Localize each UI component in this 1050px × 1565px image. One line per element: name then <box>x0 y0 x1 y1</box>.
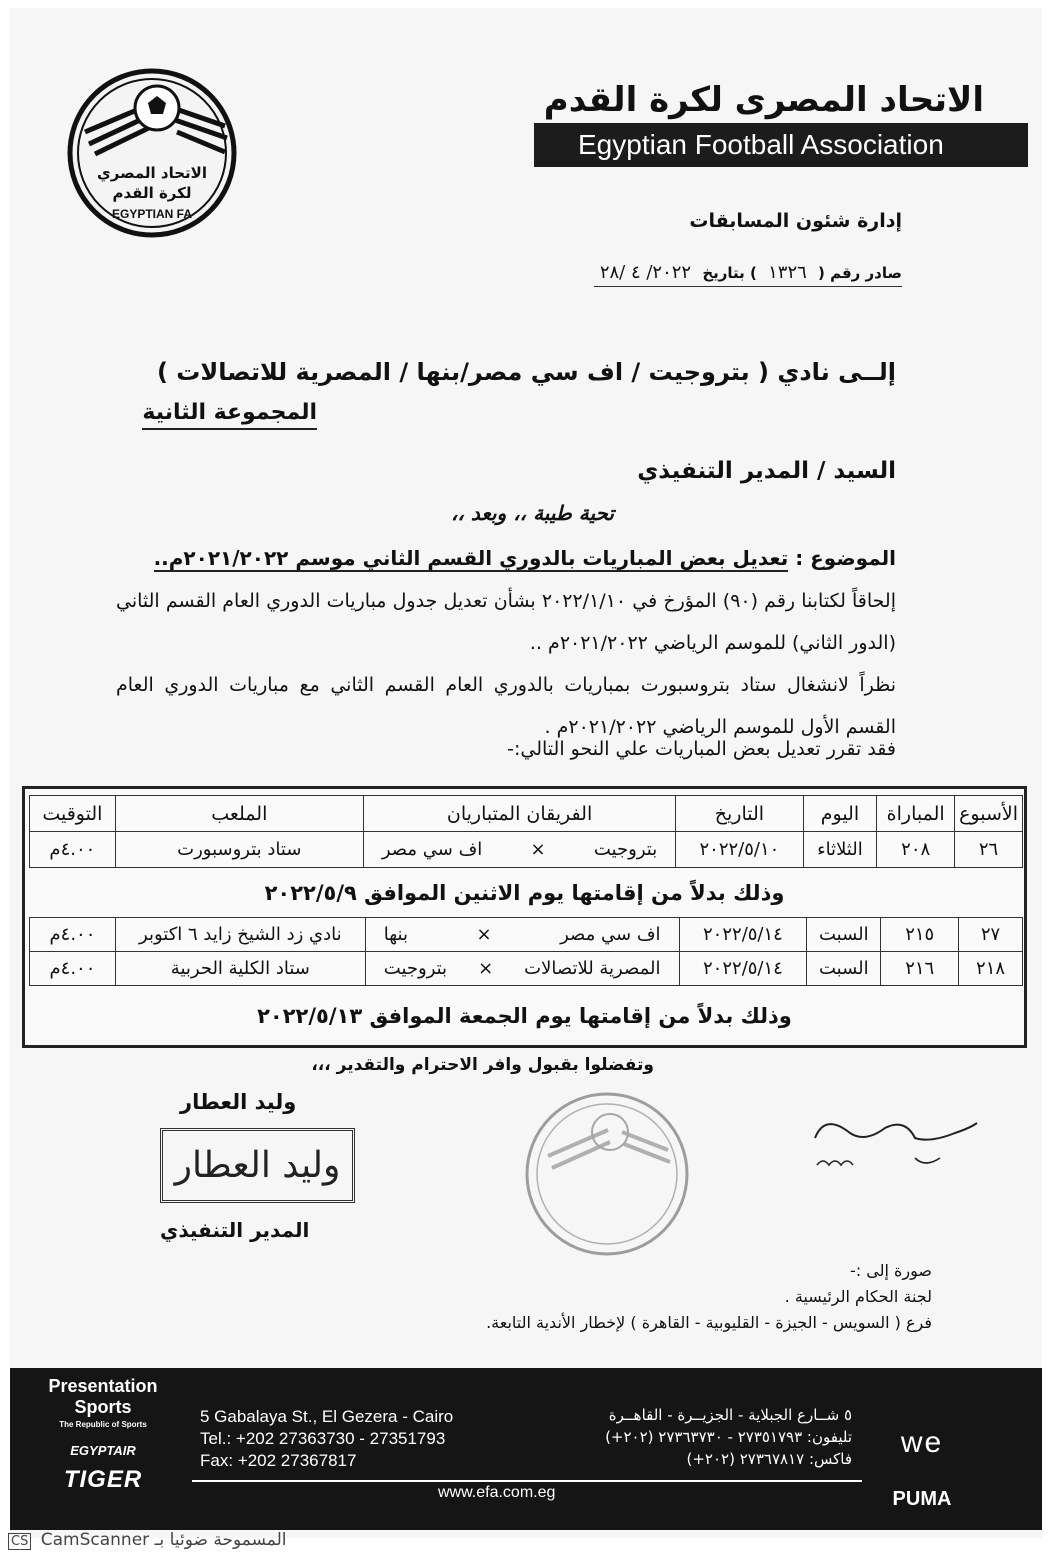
fax-en: Fax: +202 27367817 <box>200 1451 357 1470</box>
website-link[interactable]: www.efa.com.eg <box>438 1484 556 1501</box>
cc-line-2: فرع ( السويس - الجيزة - القليوبية - القاهرة ) لإخطار الأندية التابعة. <box>486 1313 932 1332</box>
vs-mark: × <box>478 958 494 979</box>
paragraph-3: فقد تقرر تعديل بعض المباريات علي النحو التالي:- <box>507 738 896 760</box>
header-match: المباراة <box>877 796 955 832</box>
table-header-row <box>30 796 1023 832</box>
vs-mark: × <box>476 924 492 945</box>
cell-week: ٢١٨ <box>959 952 1023 986</box>
cell-week: ٢٧ <box>959 918 1023 952</box>
matches-table <box>22 786 1027 1048</box>
letterhead-footer <box>10 1368 1042 1530</box>
sponsor-presentation-tag: The Republic of Sports <box>59 1420 147 1429</box>
cell-day: الثلاثاء <box>803 832 877 868</box>
cell-date: ٢٠٢٢/٥/١٠ <box>676 832 803 868</box>
cell-match: ٢١٦ <box>881 952 959 986</box>
camscanner-icon: CS <box>8 1533 31 1550</box>
tel-en: Tel.: +202 27363730 - 27351793 <box>200 1429 446 1448</box>
address-ar <box>605 1404 852 1470</box>
cell-match: ٢٠٨ <box>877 832 955 868</box>
subject-line <box>154 546 896 570</box>
letter-page <box>10 8 1042 1538</box>
header-stadium: الملعب <box>115 796 363 832</box>
recipients: إلــى نادي ( بتروجيت / اف سي مصر/بنها / المصرية للاتصالات ) <box>156 358 896 386</box>
paragraph-2: نظراً لانشغال ستاد بتروسبورت بمباريات بالدوري العام القسم الثاني مع مباريات الدوري العام القسم الأول للموسم الرياضي ٢٠٢١/٢٠٢٢م . <box>116 674 896 738</box>
header-date: التاريخ <box>676 796 803 832</box>
table-row <box>30 952 1023 986</box>
cell-date: ٢٠٢٢/٥/١٤ <box>679 952 807 986</box>
signer-name: وليد العطار <box>180 1090 297 1114</box>
team-away: اف سي مصر <box>381 839 483 860</box>
cell-week: ٢٦ <box>955 832 1023 868</box>
header-week: الأسبوع <box>955 796 1023 832</box>
addressee: السيد / المدير التنفيذي <box>637 458 896 484</box>
watermark-text: CamScanner المسموحة ضوئيا بـ <box>40 1530 287 1550</box>
svg-text:لكرة القدم: لكرة القدم <box>112 184 192 202</box>
department: إدارة شئون المسابقات <box>689 210 902 232</box>
sponsor-puma: PUMA <box>892 1488 952 1510</box>
official-seal-icon <box>518 1086 696 1261</box>
cell-teams <box>365 918 679 952</box>
cc-line-1: لجنة الحكام الرئيسية . <box>784 1287 932 1306</box>
cell-stadium: نادي زد الشيخ زايد ٦ اكتوبر <box>115 918 365 952</box>
team-away: بنها <box>383 924 408 945</box>
matches-table-bottom <box>29 917 1023 986</box>
subject-label: الموضوع : <box>795 546 896 570</box>
federation-title-en: Egyptian Football Association <box>534 123 1028 167</box>
cell-stadium: ستاد بتروسبورت <box>115 832 363 868</box>
sponsor-presentation: Presentation Sports <box>48 1376 158 1417</box>
federation-title-ar: الاتحاد المصرى لكرة القدم <box>543 80 984 120</box>
sponsors-left <box>28 1376 178 1502</box>
fax-ar: فاكس: ٢٧٣٦٧٨١٧ (٢٠٢+) <box>686 1450 852 1468</box>
sponsor-we: we <box>900 1426 944 1459</box>
tel-ar: تليفون: ٢٧٣٥١٧٩٣ - ٢٧٣٦٣٧٣٠ (٢٠٢+) <box>605 1428 852 1446</box>
closing-line: وتفضلوا بقبول وافر الاحترام والتقدير ،،، <box>311 1055 654 1075</box>
header-teams: الفريقان المتباريان <box>363 796 675 832</box>
team-home: بتروجيت <box>593 839 658 860</box>
cc-label: صورة إلى :- <box>850 1261 932 1280</box>
signer-title: المدير التنفيذي <box>160 1218 310 1242</box>
team-home: المصرية للاتصالات <box>524 958 661 979</box>
header-time: التوقيت <box>30 796 116 832</box>
replacement-note-2: وذلك بدلاً من إقامتها يوم الجمعة الموافق ٢٠٢٢/٥/١٣ <box>257 1004 792 1028</box>
efa-logo-icon <box>65 66 240 241</box>
cell-time: ٤.٠٠م <box>30 832 116 868</box>
cell-time: ٤.٠٠م <box>30 918 116 952</box>
cell-match: ٢١٥ <box>881 918 959 952</box>
subject-text: تعديل بعض المباريات بالدوري القسم الثاني موسم ٢٠٢١/٢٠٢٢م.. <box>153 546 789 570</box>
matches-table-top <box>29 795 1023 868</box>
team-home: اف سي مصر <box>560 924 661 945</box>
cell-teams <box>365 952 679 986</box>
svg-text:الاتحاد المصري: الاتحاد المصري <box>97 164 207 182</box>
address-en <box>200 1406 453 1472</box>
cell-time: ٤.٠٠م <box>30 952 116 986</box>
sponsor-egyptair: EGYPTAIR <box>70 1443 136 1458</box>
cell-day: السبت <box>807 952 881 986</box>
team-away: بتروجيت <box>383 958 448 979</box>
issue-number: ١٣٢٦ <box>768 262 807 283</box>
greeting: تحية طيبة ،، وبعد ،، <box>451 501 614 525</box>
header-day: اليوم <box>803 796 877 832</box>
table-row <box>30 918 1023 952</box>
street-en: 5 Gabalaya St., El Gezera - Cairo <box>200 1407 454 1426</box>
vs-mark: × <box>530 839 546 860</box>
issue-label: صادر رقم ( <box>818 264 902 282</box>
issue-date-label: ) بتاريخ <box>702 264 757 282</box>
sponsor-tiger: TIGER <box>63 1466 143 1493</box>
replacement-note-1: وذلك بدلاً من إقامتها يوم الاثنين الموافق ٢٠٢٢/٥/٩ <box>264 881 785 905</box>
carbon-copy <box>486 1258 932 1336</box>
signature-stamp: وليد العطار <box>160 1128 355 1203</box>
handwritten-signature <box>805 1103 985 1183</box>
group-label: المجموعة الثانية <box>142 400 317 430</box>
issue-date: ٢٠٢٢/ ٤ /٢٨ <box>599 262 692 283</box>
paragraph-1: إلحاقاً لكتابنا رقم (٩٠) المؤرخ في ٢٠٢٢/١/١٠ بشأن تعديل جدول مباريات الدوري العام القسم الثاني (الدور الثاني) للموسم الرياضي ٢٠٢١/٢٠٢٢م .. <box>116 590 896 654</box>
table-row <box>30 832 1023 868</box>
scanner-watermark <box>8 1530 286 1550</box>
street-ar: ٥ شــارع الجبلاية - الجزيــرة - القاهــرة <box>608 1406 852 1424</box>
sponsors-right <box>872 1378 972 1511</box>
svg-text:EGYPTIAN FA: EGYPTIAN FA <box>111 207 193 221</box>
cell-day: السبت <box>807 918 881 952</box>
cell-teams <box>363 832 675 868</box>
cell-date: ٢٠٢٢/٥/١٤ <box>679 918 807 952</box>
cell-stadium: ستاد الكلية الحربية <box>115 952 365 986</box>
footer-divider <box>192 1480 862 1482</box>
issue-line <box>594 262 902 287</box>
